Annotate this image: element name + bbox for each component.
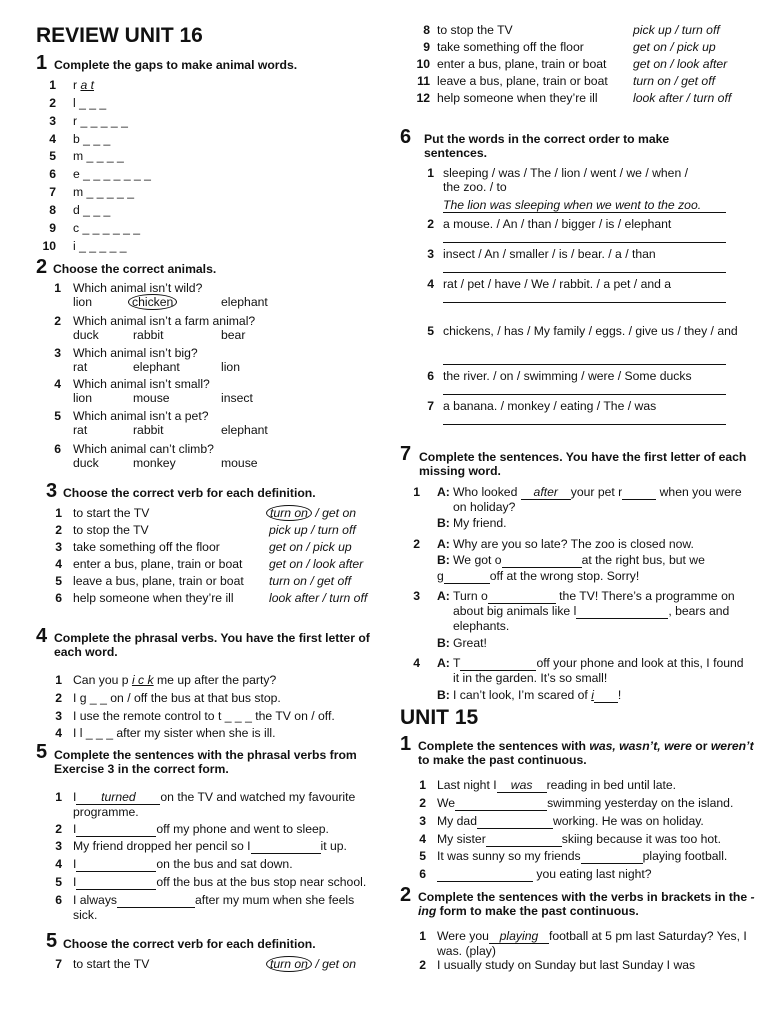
dialogue-line: I can’t look, I’m scared of i ! bbox=[453, 688, 622, 702]
sentence: It was sunny so my friends playing football. bbox=[437, 849, 728, 863]
definition-text: to stop the TV bbox=[73, 523, 149, 537]
item-number: 4 bbox=[419, 832, 426, 846]
page-title: REVIEW UNIT 16 bbox=[36, 24, 203, 47]
item-number: 7 bbox=[427, 399, 434, 413]
scrambled-words: a mouse. / An / than / bigger / is / elephant bbox=[443, 217, 672, 231]
definition-text: enter a bus, plane, train or boat bbox=[73, 557, 243, 571]
answer-sentence: The lion was sleeping when we went to the zoo. bbox=[443, 198, 702, 212]
item-number: 2 bbox=[55, 523, 62, 537]
question-text: Which animal isn’t a farm animal? bbox=[73, 314, 256, 328]
item-number: 3 bbox=[54, 346, 61, 360]
gap-word: m _ _ _ _ _ bbox=[73, 185, 134, 199]
item-number: 4 bbox=[55, 857, 62, 871]
ex4-heading: Complete the phrasal verbs. You have the first letter of each word. bbox=[54, 631, 370, 660]
sentence: you eating last night? bbox=[437, 867, 652, 882]
gap-word: d _ _ _ bbox=[73, 203, 111, 217]
sentence: Were you playing football at 5 pm last Saturday? Yes, I was. (play) bbox=[437, 929, 747, 958]
sentence: I off my phone and went to sleep. bbox=[73, 822, 329, 836]
ex2-number: 2 bbox=[36, 256, 48, 278]
animal-option: rabbit bbox=[133, 423, 164, 437]
u15-ex1-number: 1 bbox=[400, 733, 412, 755]
item-number: 4 bbox=[55, 726, 62, 740]
definition-text: to start the TV bbox=[73, 506, 150, 520]
item-number: 4 bbox=[427, 277, 434, 291]
item-number: 6 bbox=[419, 867, 426, 881]
ex1-heading: Complete the gaps to make animal words. bbox=[54, 58, 298, 72]
dialogue-line: My friend. bbox=[453, 516, 507, 530]
answer-line bbox=[443, 394, 726, 395]
gap-word: r a t bbox=[73, 78, 95, 92]
answer-blank: turned bbox=[76, 791, 160, 805]
verb-choice: pick up / turn off bbox=[633, 23, 720, 37]
sentence: My friend dropped her pencil so I it up. bbox=[73, 839, 347, 853]
item-number: 5 bbox=[419, 849, 426, 863]
item-number: 6 bbox=[55, 591, 62, 605]
scrambled-words: rat / pet / have / We / rabbit. / a pet / and a bbox=[443, 277, 672, 291]
question-text: Which animal isn’t wild? bbox=[73, 281, 203, 295]
animal-option: monkey bbox=[133, 456, 176, 470]
scrambled-words: sleeping / was / The / lion / went / we / when / the zoo. / to bbox=[443, 166, 689, 195]
sentence: I turned on the TV and watched my favourite programme. bbox=[73, 790, 356, 819]
speaker-b: B: bbox=[437, 636, 450, 650]
animal-option: duck bbox=[73, 456, 99, 470]
animal-option: rat bbox=[73, 360, 88, 374]
item-number: 2 bbox=[55, 691, 62, 705]
gap-word: e _ _ _ _ _ _ _ bbox=[73, 167, 151, 181]
item-number: 6 bbox=[55, 893, 62, 907]
dialogue-line: Turn o the TV! There’s a programme on about big animals like l , bears and elephants. bbox=[453, 589, 735, 633]
item-number: 6 bbox=[427, 369, 434, 383]
animal-option: bear bbox=[221, 328, 246, 342]
item-number: 6 bbox=[49, 167, 56, 181]
sentence: I on the bus and sat down. bbox=[73, 857, 293, 871]
scrambled-words: insect / An / smaller / is / bear. / a / than bbox=[443, 247, 656, 261]
item-number: 5 bbox=[49, 149, 56, 163]
definition-text: to start the TV bbox=[73, 957, 150, 971]
ex7-heading: Complete the sentences. You have the first letter of each missing word. bbox=[419, 450, 747, 479]
answer-blank: playing bbox=[489, 930, 549, 944]
gap-answer: a t bbox=[80, 78, 95, 92]
item-number: 2 bbox=[419, 958, 426, 972]
item-number: 11 bbox=[417, 74, 430, 88]
dialogue-line: Great! bbox=[453, 636, 487, 650]
answer-blank bbox=[455, 797, 547, 811]
gap-answer: i c k bbox=[131, 673, 154, 687]
ex3-heading: Choose the correct verb for each definition. bbox=[63, 486, 316, 500]
sentence: I usually study on Sunday but last Sunday I was bbox=[437, 958, 696, 972]
verb-choice: look after / turn off bbox=[633, 91, 732, 105]
sentence: I l _ _ _ after my sister when she is ill. bbox=[73, 726, 276, 740]
answer-line bbox=[443, 424, 726, 425]
sentence: I use the remote control to t _ _ _ the TV on / off. bbox=[73, 709, 335, 723]
speaker-a: A: bbox=[437, 656, 450, 670]
dialogue-line: We got o at the right bus, but we bbox=[453, 553, 705, 567]
definition-text: to stop the TV bbox=[437, 23, 513, 37]
item-number: 1 bbox=[419, 929, 426, 943]
item-number: 1 bbox=[49, 78, 56, 92]
definition-text: help someone when they’re ill bbox=[437, 91, 598, 105]
answer-blank bbox=[460, 657, 536, 671]
verb-choice: turn on / get off bbox=[633, 74, 715, 88]
gap-answer: i bbox=[591, 688, 594, 702]
item-number: 12 bbox=[416, 91, 430, 105]
item-number: 5 bbox=[55, 574, 62, 588]
verb-choice: get on / pick up bbox=[269, 540, 352, 554]
question-text: Which animal can’t climb? bbox=[73, 442, 214, 456]
gap-word: i _ _ _ _ _ bbox=[73, 239, 127, 253]
animal-option: mouse bbox=[221, 456, 258, 470]
scrambled-words: a banana. / monkey / eating / The / was bbox=[443, 399, 657, 413]
item-number: 1 bbox=[55, 673, 62, 687]
item-number: 2 bbox=[49, 96, 56, 110]
sentence: My sister skiing because it was too hot. bbox=[437, 832, 721, 846]
answer-blank bbox=[477, 815, 553, 829]
ex4-number: 4 bbox=[36, 625, 48, 647]
verb-choice: turn on / get on bbox=[266, 957, 356, 971]
sentence: Last night I was reading in bed until late. bbox=[437, 778, 677, 792]
definition-text: enter a bus, plane, train or boat bbox=[437, 57, 607, 71]
ex2-heading: Choose the correct animals. bbox=[53, 262, 217, 276]
answer-line bbox=[443, 212, 726, 213]
sentence: I g _ _ on / off the bus at that bus stop. bbox=[73, 691, 281, 705]
answer-blank bbox=[251, 840, 321, 854]
answer-line bbox=[443, 302, 726, 303]
unit15-title: UNIT 15 bbox=[400, 706, 479, 729]
question-text: Which animal isn’t big? bbox=[73, 346, 198, 360]
definition-text: take something off the floor bbox=[73, 540, 220, 554]
u15-ex1-heading: Complete the sentences with was, wasn’t, were or weren’t to make the past continuous. bbox=[418, 739, 754, 768]
verb-choice: turn on / get on bbox=[266, 506, 356, 520]
answer-line bbox=[443, 364, 726, 365]
scrambled-words: the river. / on / swimming / were / Some ducks bbox=[443, 369, 692, 383]
answer-blank bbox=[117, 894, 195, 908]
animal-option: rabbit bbox=[133, 328, 164, 342]
answer-line bbox=[443, 242, 726, 243]
item-number: 4 bbox=[54, 377, 61, 391]
animal-option: lion bbox=[73, 391, 92, 405]
item-number: 1 bbox=[54, 281, 61, 295]
item-number: 3 bbox=[55, 839, 62, 853]
item-number: 1 bbox=[427, 166, 434, 180]
item-number: 10 bbox=[416, 57, 430, 71]
answer-blank bbox=[594, 689, 618, 703]
item-number: 2 bbox=[419, 796, 426, 810]
definition-text: help someone when they’re ill bbox=[73, 591, 234, 605]
ex1-number: 1 bbox=[36, 52, 48, 74]
item-number: 3 bbox=[427, 247, 434, 261]
item-number: 2 bbox=[413, 537, 420, 551]
answer-blank bbox=[76, 876, 156, 890]
item-number: 1 bbox=[413, 485, 420, 499]
verb-choice: get on / look after bbox=[269, 557, 364, 571]
item-number: 2 bbox=[54, 314, 61, 328]
sentence: We swimming yesterday on the island. bbox=[437, 796, 734, 810]
verb-choice: pick up / turn off bbox=[269, 523, 356, 537]
ex5-heading: Complete the sentences with the phrasal verbs from Exercise 3 in the correct form. bbox=[54, 748, 357, 777]
item-number: 3 bbox=[55, 709, 62, 723]
dialogue-line: Why are you so late? The zoo is closed now. bbox=[453, 537, 694, 551]
item-number: 10 bbox=[42, 239, 56, 253]
item-number: 7 bbox=[49, 185, 56, 199]
item-number: 3 bbox=[413, 589, 420, 603]
gap-word: m _ _ _ _ bbox=[73, 149, 124, 163]
verb-choice: look after / turn off bbox=[269, 591, 368, 605]
definition-text: leave a bus, plane, train or boat bbox=[437, 74, 608, 88]
gap-word: c _ _ _ _ _ _ bbox=[73, 221, 141, 235]
item-number: 6 bbox=[54, 442, 61, 456]
ex6-number: 6 bbox=[400, 126, 412, 148]
answer-blank bbox=[444, 570, 490, 584]
answer-blank: was bbox=[497, 779, 547, 793]
sentence: I off the bus at the bus stop near school. bbox=[73, 875, 367, 889]
speaker-b: B: bbox=[437, 553, 450, 567]
ex3-number: 3 bbox=[46, 480, 58, 502]
item-number: 8 bbox=[49, 203, 56, 217]
item-number: 9 bbox=[423, 40, 430, 54]
animal-option: duck bbox=[73, 328, 99, 342]
definition-text: take something off the floor bbox=[437, 40, 584, 54]
gap-word: l _ _ _ bbox=[73, 96, 107, 110]
question-text: Which animal isn’t a pet? bbox=[73, 409, 209, 423]
item-number: 8 bbox=[423, 23, 430, 37]
item-number: 5 bbox=[55, 875, 62, 889]
speaker-b: B: bbox=[437, 688, 450, 702]
gap-word: b _ _ _ bbox=[73, 132, 111, 146]
item-number: 1 bbox=[419, 778, 426, 792]
answer-blank bbox=[622, 486, 656, 500]
ex7-number: 7 bbox=[400, 443, 412, 465]
gap-word: r _ _ _ _ _ bbox=[73, 114, 128, 128]
item-number: 5 bbox=[54, 409, 61, 423]
answer-blank bbox=[486, 833, 562, 847]
item-number: 7 bbox=[55, 957, 62, 971]
item-number: 2 bbox=[427, 217, 434, 231]
animal-option: lion bbox=[221, 360, 240, 374]
definition-text: leave a bus, plane, train or boat bbox=[73, 574, 244, 588]
verb-choice: turn on / get off bbox=[269, 574, 351, 588]
sentence: I always after my mum when she feels sick. bbox=[73, 893, 355, 922]
item-number: 3 bbox=[49, 114, 56, 128]
dialogue-line: g off at the wrong stop. Sorry! bbox=[437, 569, 640, 583]
verb-choice: get on / look after bbox=[633, 57, 728, 71]
animal-option: insect bbox=[221, 391, 253, 405]
item-number: 4 bbox=[55, 557, 62, 571]
u15-ex2-number: 2 bbox=[400, 884, 412, 906]
animal-option: elephant bbox=[133, 360, 180, 374]
animal-option: mouse bbox=[133, 391, 170, 405]
animal-option: elephant bbox=[221, 295, 268, 309]
ex6-heading: Put the words in the correct order to make sentences. bbox=[424, 132, 670, 161]
animal-option: chicken bbox=[128, 295, 177, 309]
sentence: Can you p i c k me up after the party? bbox=[73, 673, 277, 687]
animal-option: rat bbox=[73, 423, 88, 437]
u15-ex2-heading: Complete the sentences with the verbs in brackets in the -ing form to make the past continuous. bbox=[418, 890, 755, 919]
item-number: 9 bbox=[49, 221, 56, 235]
speaker-a: A: bbox=[437, 537, 450, 551]
item-number: 1 bbox=[55, 790, 62, 804]
ex5b-number: 5 bbox=[46, 930, 58, 952]
item-number: 4 bbox=[413, 656, 420, 670]
answer-blank bbox=[576, 605, 668, 619]
item-number: 4 bbox=[49, 132, 56, 146]
answer-line bbox=[443, 272, 726, 273]
item-number: 3 bbox=[419, 814, 426, 828]
speaker-a: A: bbox=[437, 485, 450, 499]
speaker-a: A: bbox=[437, 589, 450, 603]
item-number: 2 bbox=[55, 822, 62, 836]
ex5-number: 5 bbox=[36, 741, 48, 763]
answer-blank: after bbox=[521, 486, 571, 500]
item-number: 1 bbox=[55, 506, 62, 520]
answer-blank bbox=[76, 858, 156, 872]
animal-option: lion bbox=[73, 295, 92, 309]
scrambled-words: chickens, / has / My family / eggs. / give us / they / and bbox=[443, 324, 738, 338]
answer-blank bbox=[502, 554, 582, 568]
answer-blank bbox=[437, 868, 533, 882]
answer-blank bbox=[581, 850, 643, 864]
verb-choice: get on / pick up bbox=[633, 40, 716, 54]
answer-blank bbox=[488, 590, 556, 604]
speaker-b: B: bbox=[437, 516, 450, 530]
item-number: 5 bbox=[427, 324, 434, 338]
dialogue-line: T off your phone and look at this, I found it in the garden. It’s so small! bbox=[453, 656, 744, 685]
dialogue-line: Who looked after your pet r when you were on holiday? bbox=[453, 485, 742, 514]
animal-option: elephant bbox=[221, 423, 268, 437]
item-number: 3 bbox=[55, 540, 62, 554]
sentence: My dad working. He was on holiday. bbox=[437, 814, 704, 828]
answer-blank bbox=[76, 823, 156, 837]
ex5b-heading: Choose the correct verb for each definition. bbox=[63, 937, 316, 951]
question-text: Which animal isn’t small? bbox=[73, 377, 210, 391]
